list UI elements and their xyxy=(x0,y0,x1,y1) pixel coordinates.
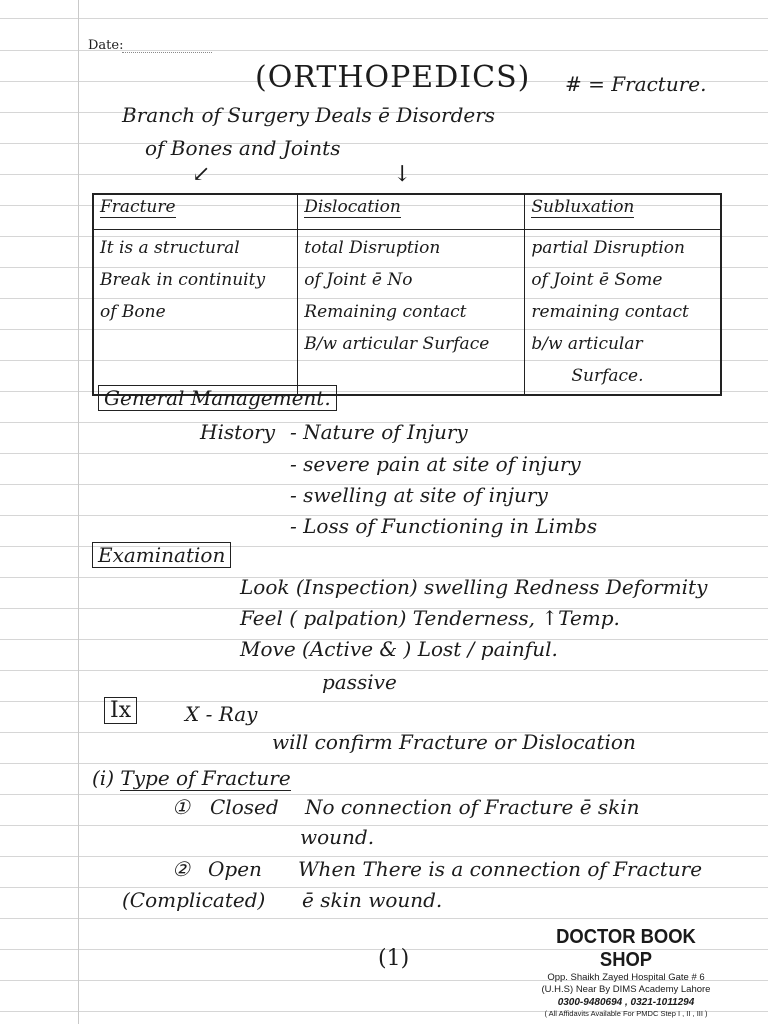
header-subluxation: Subluxation xyxy=(525,194,721,230)
shop-note: ( All Affidavits Available For PMDC Step I , II , III ) xyxy=(544,1009,708,1018)
closed-description: No connection of Fracture ē skin xyxy=(305,795,640,819)
xray-confirm-text: will confirm Fracture or Dislocation xyxy=(272,730,636,754)
header-dislocation: Dislocation xyxy=(298,194,525,230)
open-label: Open xyxy=(208,857,262,881)
page-title: (ORTHOPEDICS) xyxy=(255,60,531,95)
fracture-definition: It is a structural Break in continuity of Bone xyxy=(93,230,298,396)
closed-number: ① xyxy=(172,795,190,819)
comparison-table xyxy=(92,193,722,396)
examination-heading: Examination xyxy=(92,543,231,567)
shop-address-2: (U.H.S) Near By DIMS Academy Lahore xyxy=(541,984,711,995)
open-description-cont: ē skin wound. xyxy=(302,888,443,912)
open-number: ② xyxy=(172,857,190,881)
table-row xyxy=(93,230,721,396)
general-management-heading: General Management. xyxy=(98,386,337,410)
arrow-down-icon: ↓ xyxy=(393,162,412,187)
shop-stamp xyxy=(528,926,724,1019)
history-item: - Loss of Functioning in Limbs xyxy=(290,514,598,538)
shop-name: DOCTOR BOOK SHOP xyxy=(556,926,696,971)
shop-address-1: Opp. Shaikh Zayed Hospital Gate # 6 xyxy=(547,972,705,983)
history-item: - swelling at site of injury xyxy=(290,483,548,507)
closed-description-cont: wound. xyxy=(300,825,375,849)
date-label: Date: xyxy=(88,38,124,53)
dislocation-definition: total Disruption of Joint ē No Remaining contact B/w articular Surface xyxy=(298,230,525,396)
shop-phone: 0300-9480694 , 0321-1011294 xyxy=(557,997,695,1008)
history-item: - severe pain at site of injury xyxy=(290,452,581,476)
margin-line xyxy=(78,0,79,1024)
table-header-row xyxy=(93,194,721,230)
history-label: History xyxy=(200,420,276,444)
intro-line-2: of Bones and Joints xyxy=(145,136,341,160)
date-underline xyxy=(122,52,212,53)
subluxation-definition: partial Disruption of Joint ē Some remaining contact b/w articular Surface. xyxy=(525,230,721,396)
arrow-down-left-icon: ↙ xyxy=(192,162,211,187)
xray-text: X - Ray xyxy=(185,702,258,726)
open-alt-label: (Complicated) xyxy=(122,888,266,912)
exam-feel: Feel ( palpation) Tenderness, ↑Temp. xyxy=(240,606,620,630)
type-of-fracture-heading: (i) Type of Fracture xyxy=(92,766,291,790)
fracture-symbol-note: # = Fracture. xyxy=(565,72,707,96)
investigation-label: Ix xyxy=(104,698,137,723)
header-fracture: Fracture xyxy=(93,194,298,230)
open-description: When There is a connection of Fracture xyxy=(298,857,703,881)
intro-line-1: Branch of Surgery Deals ē Disorders xyxy=(122,103,496,127)
history-item: - Nature of Injury xyxy=(290,420,468,444)
closed-label: Closed xyxy=(210,795,279,819)
exam-look: Look (Inspection) swelling Redness Deformity xyxy=(240,575,708,599)
exam-passive: passive xyxy=(322,670,397,694)
exam-move: Move (Active & ) Lost / painful. xyxy=(240,637,558,661)
page-number: (1) xyxy=(378,946,410,971)
